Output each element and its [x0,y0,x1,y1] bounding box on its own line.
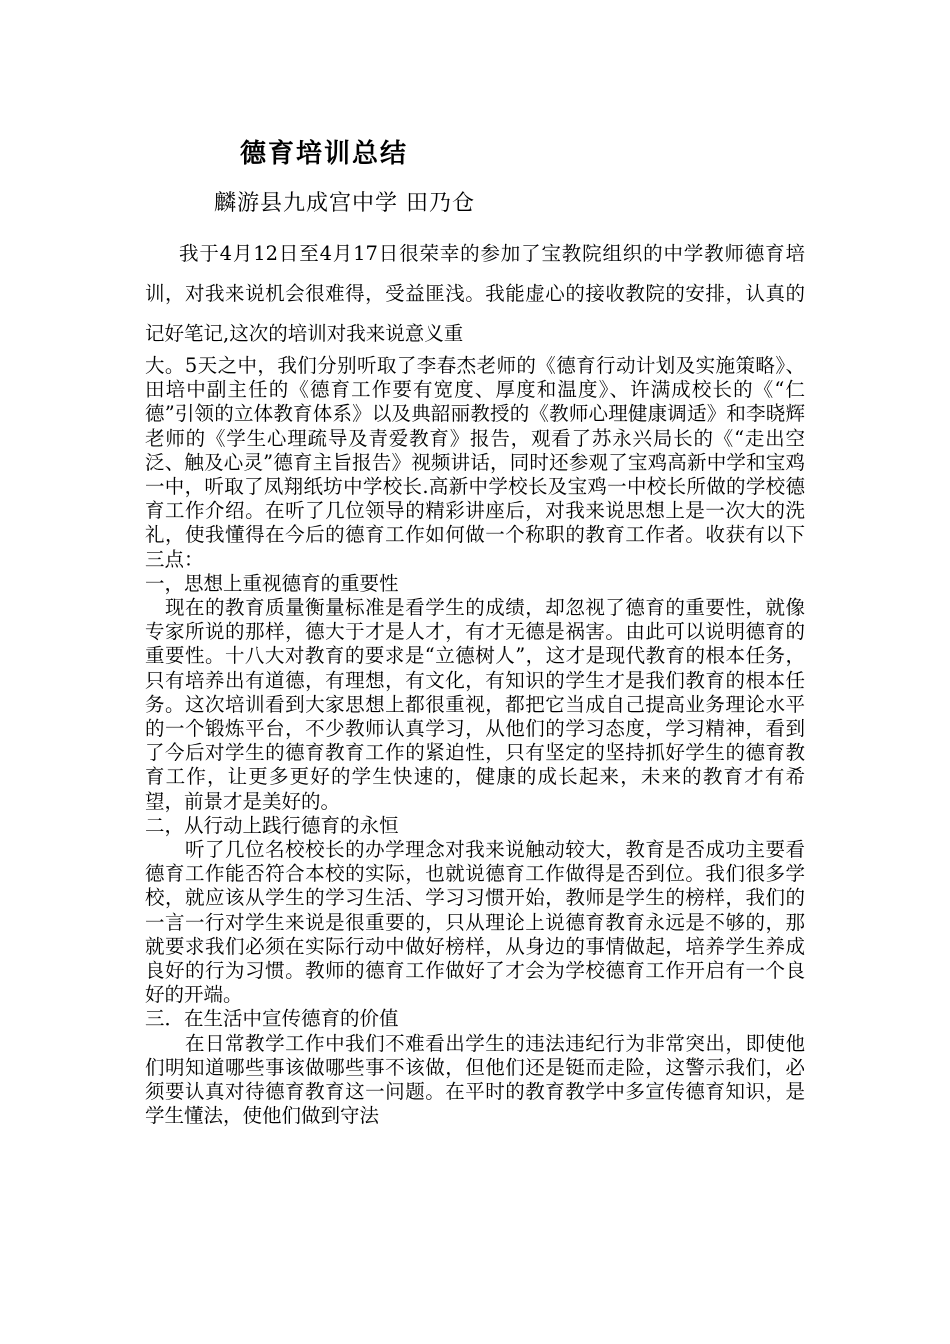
section-heading-3: 三．在生活中宣传德育的价值 [145,1007,399,1031]
intro-paragraph-part-2: 大。5天之中，我们分别听取了李春杰老师的《德育行动计划及实施策略》、田培中副主任的《德育工作要有宽度、厚度和温度》、许满成校长的《“仁德”引领的立体教育体系》以及典韶丽教授的《教师心理健康调适》和李晓辉老师的《学生心理疏导及青爱教育》报告，观看了苏永兴局长的《“走出空泛、触及心灵”德育主旨报告》视频讲话，同时还参观了宝鸡高新中学和宝鸡一中，听取了凤翔纸坊中学校长.高新中学校长及宝鸡一中校长所做的学校德育工作介绍。在听了几位领导的精彩讲座后，对我来说思想上是一次大的洗礼，使我懂得在今后的德育工作如何做一个称职的教育工作者。收获有以下三点： [145,354,805,571]
document-title: 德育培训总结 [240,139,409,169]
intro-paragraph-part-1: 我于4月12日至4月17日很荣幸的参加了宝教院组织的中学教师德育培训，对我来说机会很难得，受益匪浅。我能虚心的接收教院的安排，认真的记好笔记,这次的培训对我来说意义重 [145,242,805,345]
section-paragraph-2: 听了几位名校校长的办学理念对我来说触动较大，教育是否成功主要看德育工作能否符合本校的实际，也就说德育工作做得是否到位。我们很多学校，就应该从学生的学习生活、学习习惯开始，教师是学生的榜样，我们的一言一行对学生来说是很重要的，只从理论上说德育教育永远是不够的，那就要求我们必须在实际行动中做好榜样，从身边的事情做起，培养学生养成良好的行为习惯。教师的德育工作做好了才会为学校德育工作开启有一个良好的开端。 [145,838,805,1007]
document-author: 麟游县九成宫中学 田乃仓 [214,191,475,216]
document-body [145,234,805,1129]
section-heading-2: 二，从行动上践行德育的永恒 [145,813,399,837]
section-heading-1: 一，思想上重视德育的重要性 [145,571,399,595]
section-paragraph-1: 现在的教育质量衡量标准是看学生的成绩，却忽视了德育的重要性，就像专家所说的那样，德大于才是人才，有才无德是祸害。由此可以说明德育的重要性。十八大对教育的要求是“立德树人”，这才是现代教育的根本任务，只有培养出有道德，有理想，有文化，有知识的学生才是我们教育的根本任务。这次培训看到大家思想上都很重视，都把它当成自己提高业务理论水平的一个锻炼平台，不少教师认真学习，从他们的学习态度，学习精神，看到了今后对学生的德育教育工作的紧迫性，只有坚定的坚持抓好学生的德育教育工作，让更多更好的学生快速的，健康的成长起来，未来的教育才有希望，前景才是美好的。 [145,596,805,813]
section-paragraph-3: 在日常教学工作中我们不难看出学生的违法违纪行为非常突出，即使他们明知道哪些事该做哪些事不该做，但他们还是铤而走险，这警示我们，必须要认真对待德育教育这一问题。在平时的教育教学中多宣传德育知识，是学生懂法，使他们做到守法 [145,1031,805,1128]
